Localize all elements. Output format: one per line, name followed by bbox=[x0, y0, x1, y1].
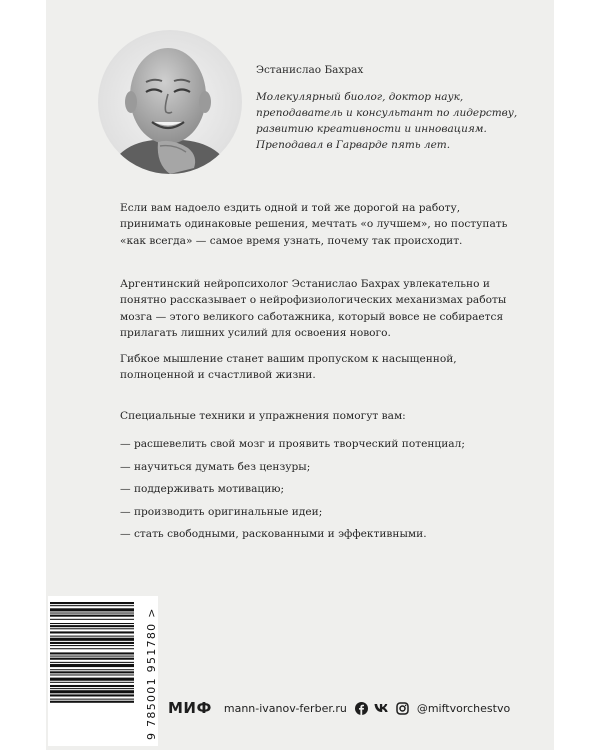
publisher-footer bbox=[168, 698, 510, 718]
facebook-icon[interactable] bbox=[355, 702, 368, 715]
social-handle[interactable]: @miftvorchestvo bbox=[416, 701, 511, 715]
list-item: — производить оригинальные идеи; bbox=[120, 505, 323, 518]
barcode bbox=[48, 596, 158, 746]
barcode-bars bbox=[50, 600, 134, 742]
paragraph-promise: Гибкое мышление станет вашим пропуском к насыщенной, полноценной и счастливой жизни. bbox=[120, 353, 457, 382]
author-name: Эстанислао Бахрах bbox=[256, 64, 364, 76]
list-item: — научиться думать без цензуры; bbox=[120, 460, 311, 473]
list-intro: Специальные техники и упражнения помогут вам: bbox=[120, 410, 406, 422]
list-item: — поддерживать мотивацию; bbox=[120, 483, 285, 495]
list-item: — расшевелить свой мозг и проявить творческий потенциал; bbox=[120, 438, 465, 450]
paragraph-description: Аргентинский нейропсихолог Эстанислао Бахрах увлекательно и понятно рассказывает о нейрофизиологических механизмах работы мозга — этого великого саботажника, который вовсе не собирается прилагать лишних усилий для освоения нового. bbox=[120, 278, 507, 339]
author-photo bbox=[98, 30, 242, 174]
back-cover bbox=[46, 0, 554, 750]
author-bio: Молекулярный биолог, доктор наук, преподаватель и консультант по лидерству, развитию креативности и инновациям. Преподавал в Гарварде пять лет. bbox=[256, 91, 518, 151]
publisher-logo: МИФ bbox=[168, 699, 212, 717]
paragraph-intro: Если вам надоело ездить одной и той же дорогой на работу, принимать одинаковые решения, мечтать «о лучшем», но поступать «как всегда» — самое время узнать, почему так происходит. bbox=[120, 202, 508, 247]
isbn-number: 9 785001 951780 > bbox=[145, 607, 158, 740]
author-block bbox=[256, 64, 528, 153]
publisher-website[interactable]: mann-ivanov-ferber.ru bbox=[223, 701, 347, 715]
instagram-icon[interactable] bbox=[396, 702, 409, 715]
vk-icon[interactable] bbox=[374, 703, 390, 713]
benefits-list bbox=[120, 437, 520, 550]
list-item: — стать свободными, раскованными и эффективными. bbox=[120, 528, 427, 540]
